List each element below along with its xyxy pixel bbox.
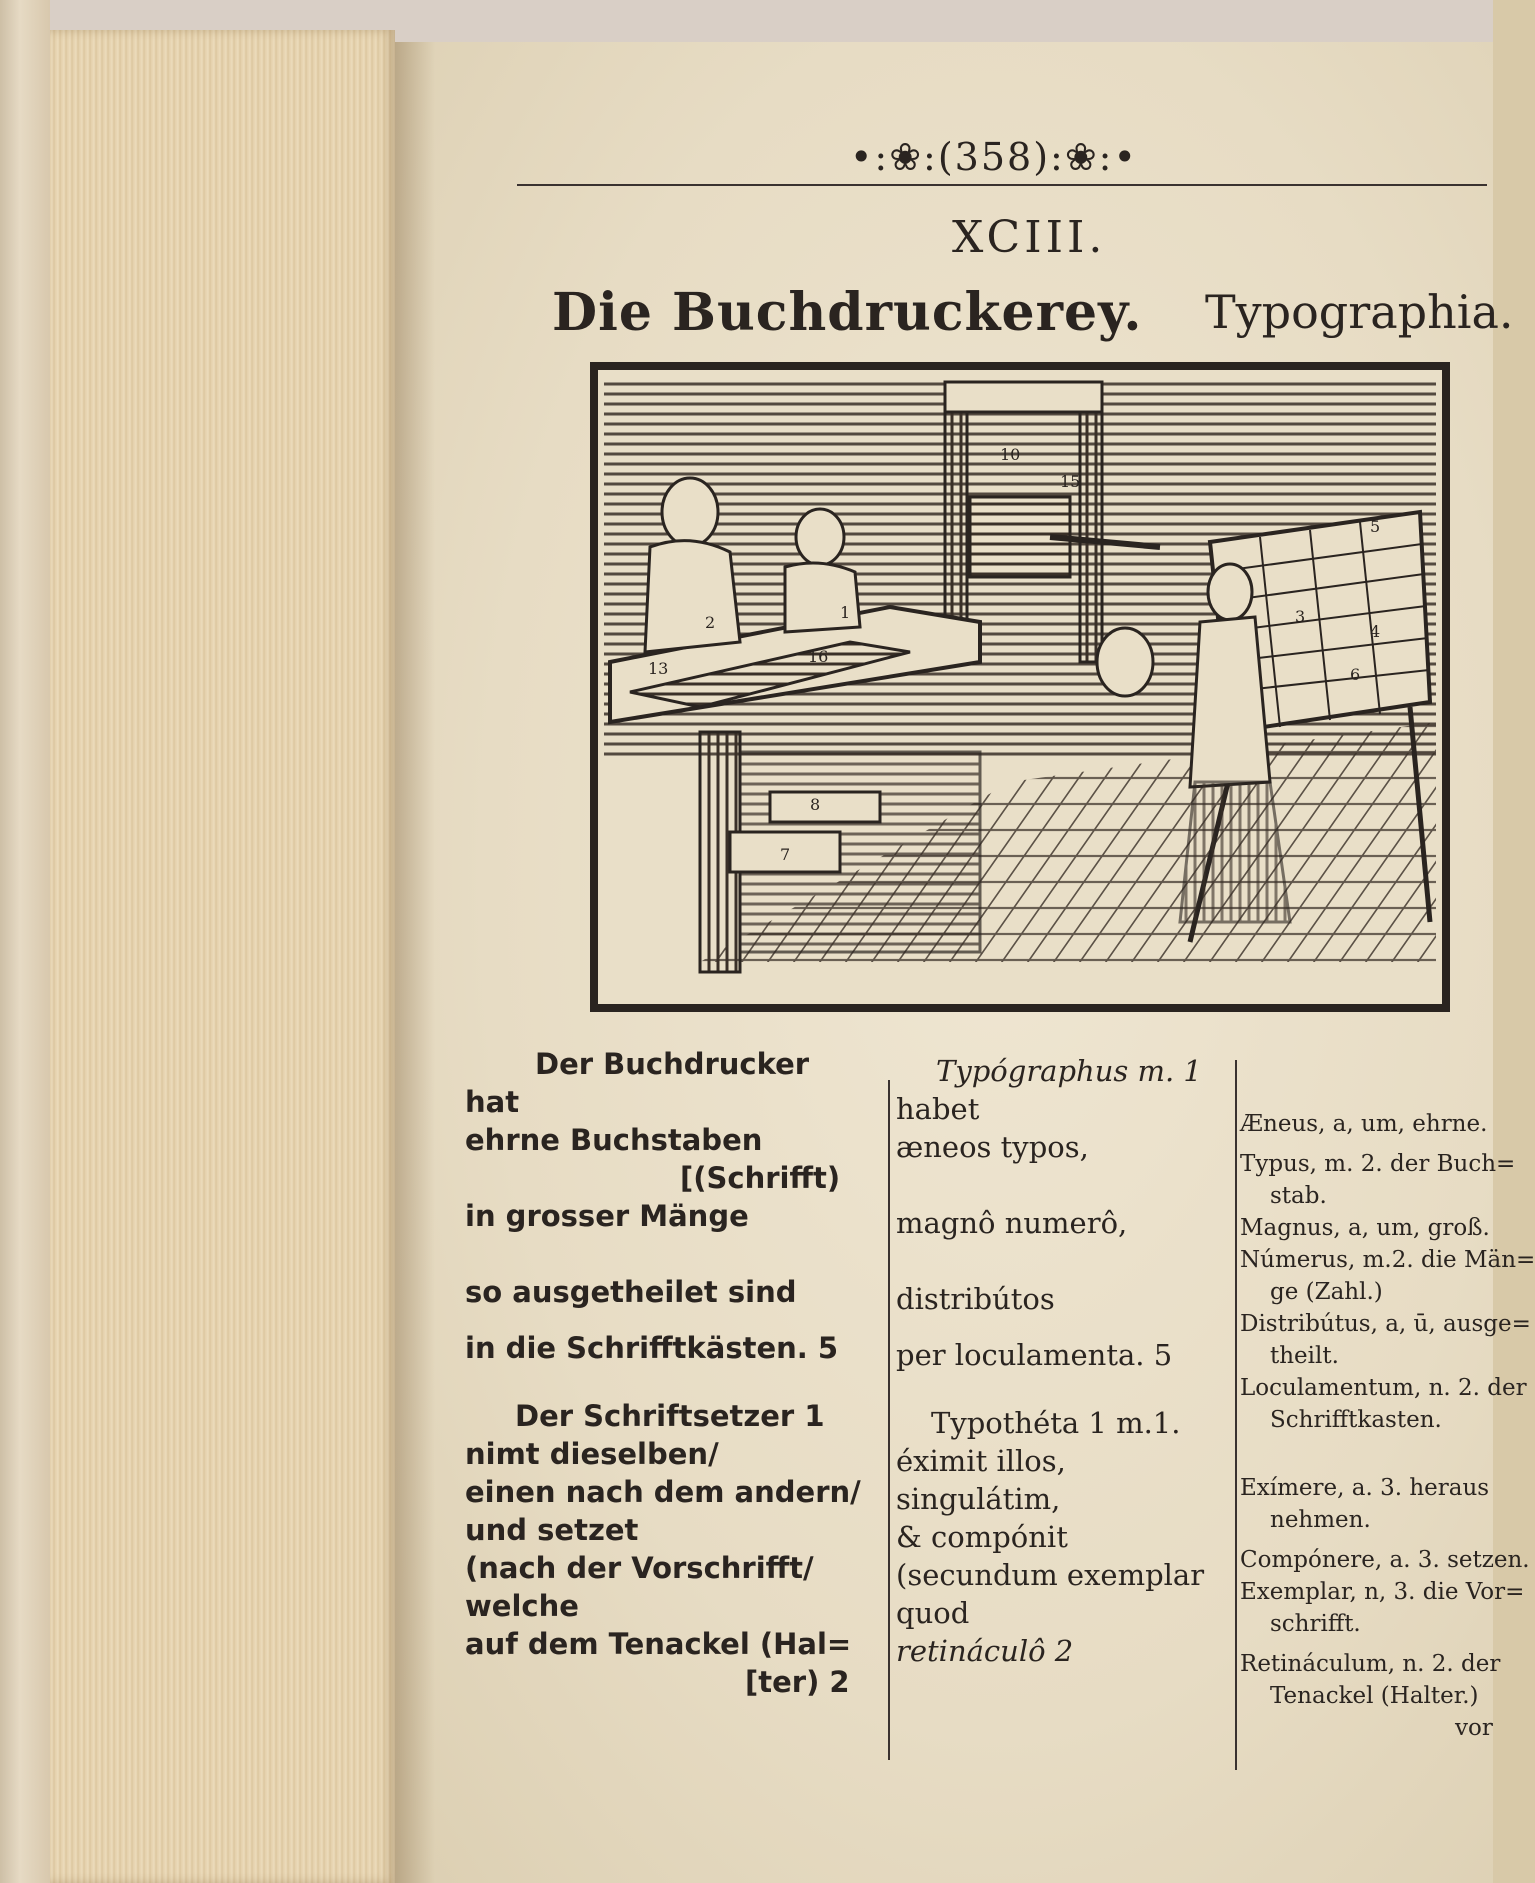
latin-line: distribútos [896, 1282, 1055, 1316]
german-column [465, 1045, 885, 1701]
glossary-line: vor [1455, 1715, 1493, 1741]
latin-line: Typothéta 1 m.1. [931, 1406, 1181, 1440]
woodcut-number-7: 7 [780, 845, 791, 864]
german-line: [ter) 2 [745, 1665, 850, 1699]
woodcut-number-1: 1 [840, 603, 851, 622]
latin-line: Typógraphus m. 1 [936, 1054, 1202, 1088]
german-line: so ausgetheilet sind [465, 1275, 797, 1309]
latin-line: éximit illos, [896, 1444, 1066, 1478]
glossary-line: theilt. [1270, 1343, 1339, 1369]
latin-line: (secundum exemplar [896, 1558, 1205, 1592]
woodcut-number-2: 2 [705, 613, 716, 632]
woodcut-number-15: 15 [1060, 472, 1081, 491]
glossary-line: ge (Zahl.) [1270, 1279, 1383, 1305]
header-rule [517, 184, 1487, 186]
latin-column [896, 1052, 1231, 1670]
german-line: nimt dieselben/ [465, 1437, 719, 1471]
german-line: Der Buchdrucker [535, 1047, 810, 1081]
german-line: und setzet [465, 1513, 639, 1547]
glossary-line: Æneus, a, um, ehrne. [1240, 1111, 1488, 1137]
page-number: •:❀:(358):❀:• [850, 135, 1138, 179]
german-line: Der Schriftsetzer 1 [515, 1399, 825, 1433]
gutter-shadow [395, 42, 435, 1883]
glossary-line: Tenackel (Halter.) [1270, 1683, 1479, 1709]
glossary-line: Exemplar, n, 3. die Vor= [1240, 1579, 1525, 1605]
german-line: (nach der Vorschrifft/ [465, 1551, 814, 1585]
glossary-line: Exímere, a. 3. heraus [1240, 1475, 1490, 1501]
glossary-line: Distribútus, a, ū, ausge= [1240, 1311, 1531, 1337]
chapter-number: XCIII. [952, 212, 1107, 263]
latin-line: magnô numerô, [896, 1206, 1128, 1240]
glossary-column [1240, 1108, 1535, 1744]
glossary-line: Schrifftkasten. [1270, 1407, 1442, 1433]
glossary-line: Retináculum, n. 2. der [1240, 1651, 1501, 1677]
latin-line: quod [896, 1596, 970, 1630]
glossary-line: nehmen. [1270, 1507, 1371, 1533]
glossary-line: Compónere, a. 3. setzen. [1240, 1547, 1530, 1573]
latin-line: habet [896, 1092, 980, 1126]
latin-line: & compónit [896, 1520, 1068, 1554]
german-line: welche [465, 1589, 579, 1623]
woodcut-number-5: 5 [1370, 517, 1381, 536]
woodcut-number-10: 10 [1000, 445, 1021, 464]
german-line: in grosser Mänge [465, 1199, 749, 1233]
german-line: [(Schrifft) [680, 1161, 841, 1195]
german-line: hat [465, 1085, 520, 1119]
woodcut-illustration [590, 362, 1450, 1012]
page-edges [50, 30, 395, 1883]
german-line: in die Schrifftkästen. 5 [465, 1331, 839, 1365]
latin-line: singulátim, [896, 1482, 1061, 1516]
german-line: auf dem Tenackel (Hal= [465, 1627, 852, 1661]
title-latin: Typographia. [1205, 285, 1514, 339]
german-line: ehrne Buchstaben [465, 1123, 763, 1157]
woodcut-number-16: 16 [808, 647, 829, 666]
latin-line: retináculô 2 [896, 1634, 1074, 1668]
glossary-line: Númerus, m.2. die Män= [1240, 1247, 1535, 1273]
book-spine [0, 0, 50, 1883]
title-german: Die Buchdruckerey. [552, 282, 1143, 343]
glossary-line: Loculamentum, n. 2. der [1240, 1375, 1527, 1401]
column-divider-left [888, 1080, 890, 1760]
column-divider-right [1235, 1060, 1237, 1770]
glossary-line: schrifft. [1270, 1611, 1361, 1637]
woodcut-number-4: 4 [1370, 622, 1381, 641]
glossary-line: Typus, m. 2. der Buch= [1240, 1151, 1516, 1177]
woodcut-number-6: 6 [1350, 665, 1361, 684]
latin-line: æneos typos, [896, 1130, 1089, 1164]
latin-line: per loculamenta. 5 [896, 1338, 1173, 1372]
german-line: einen nach dem andern/ [465, 1475, 861, 1509]
woodcut-number-3: 3 [1295, 607, 1306, 626]
glossary-line: stab. [1270, 1183, 1327, 1209]
glossary-line: Magnus, a, um, groß. [1240, 1215, 1490, 1241]
woodcut-number-13: 13 [648, 659, 669, 678]
woodcut-number-8: 8 [810, 795, 821, 814]
